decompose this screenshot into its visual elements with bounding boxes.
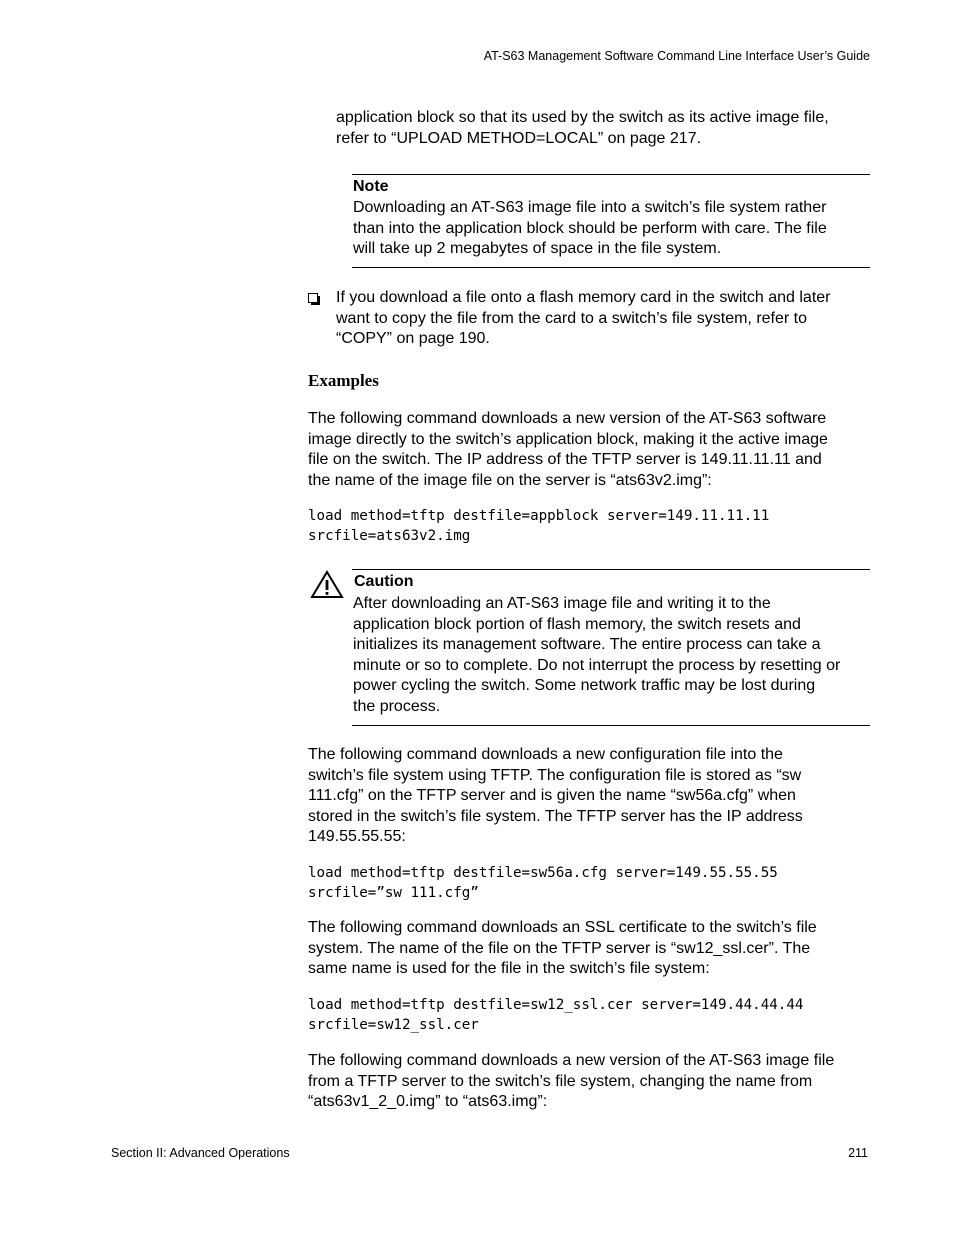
text-line: minute or so to complete. Do not interrupt the process by resetting or — [353, 656, 841, 674]
example1-command — [308, 507, 769, 546]
text-line: file on the switch. The IP address of the TFTP server is 149.11.11.11 and — [308, 451, 822, 468]
text-line: system. The name of the file on the TFTP server is “sw12_ssl.cer”. The — [308, 939, 811, 957]
note-bottom-rule — [352, 267, 870, 268]
text-line: will take up 2 megabytes of space in the file system. — [353, 240, 722, 257]
text-line: than into the application block should be perform with care. The file — [353, 219, 827, 237]
caution-bottom-rule — [352, 725, 870, 726]
text-line: same name is used for the file in the switch’s file system: — [308, 960, 710, 977]
example2-command — [308, 864, 778, 903]
caution-top-rule — [352, 569, 870, 570]
code-line: load method=tftp destfile=sw12_ssl.cer server=149.44.44.44 — [308, 997, 804, 1013]
note-top-rule — [352, 174, 870, 175]
running-header: AT-S63 Management Software Command Line Interface User’s Guide — [483, 49, 870, 63]
note-heading: Note — [353, 178, 389, 195]
text-line: application block so that its used by the switch as its active image file, — [336, 109, 829, 126]
example2-paragraph — [308, 745, 803, 848]
text-line: The following command downloads an SSL certificate to the switch’s file — [308, 919, 817, 936]
caution-body — [353, 594, 840, 717]
text-line: the process. — [353, 697, 441, 715]
example1-paragraph — [308, 409, 828, 491]
example3-command — [308, 996, 803, 1035]
code-line: srcfile=sw12_ssl.cer — [308, 1016, 479, 1033]
note-body — [353, 198, 827, 260]
text-line: After downloading an AT-S63 image file and writing it to the — [353, 595, 771, 612]
text-line: stored in the switch’s file system. The TFTP server has the IP address — [308, 807, 803, 825]
text-line: Downloading an AT-S63 image file into a switch’s file system rather — [353, 199, 827, 216]
code-line: load method=tftp destfile=appblock server=149.11.11.11 — [308, 508, 770, 524]
code-line: srcfile=”sw 111.cfg” — [308, 884, 479, 901]
text-line: “ats63v1_2_0.img” to “ats63.img”: — [308, 1093, 548, 1110]
text-line: The following command downloads a new version of the AT-S63 image file — [308, 1052, 835, 1069]
text-line: the name of the image file on the server is “ats63v2.img”: — [308, 471, 712, 489]
code-line: load method=tftp destfile=sw56a.cfg server=149.55.55.55 — [308, 865, 778, 881]
text-line: initializes its management software. The entire process can take a — [353, 636, 821, 653]
caution-heading: Caution — [354, 573, 414, 590]
text-line: If you download a file onto a flash memory card in the switch and later — [336, 289, 831, 306]
text-line: The following command downloads a new version of the AT-S63 software — [308, 410, 827, 427]
bullet-paragraph — [336, 288, 830, 350]
examples-heading: Examples — [308, 371, 379, 390]
text-line: from a TFTP server to the switch’s file system, changing the name from — [308, 1072, 813, 1090]
footer-section: Section II: Advanced Operations — [111, 1146, 290, 1160]
text-line: refer to “UPLOAD METHOD=LOCAL” on page 217. — [336, 129, 702, 147]
text-line: power cycling the switch. Some network traffic may be lost during — [353, 677, 816, 694]
intro-paragraph — [336, 108, 829, 149]
text-line: switch’s file system using TFTP. The configuration file is stored as “sw — [308, 766, 802, 784]
text-line: 111.cfg” on the TFTP server and is given the name “sw56a.cfg” when — [308, 787, 796, 804]
text-line: “COPY” on page 190. — [336, 330, 490, 347]
text-line: want to copy the file from the card to a switch’s file system, refer to — [336, 309, 808, 327]
footer-page-number: 211 — [848, 1146, 868, 1160]
checkbox-bullet-icon — [308, 293, 318, 303]
text-line: application block portion of flash memory, the switch resets and — [353, 615, 801, 633]
warning-triangle-icon — [310, 570, 344, 599]
code-line: srcfile=ats63v2.img — [308, 527, 471, 544]
text-line: image directly to the switch’s application block, making it the active image — [308, 430, 828, 448]
example4-paragraph — [308, 1051, 834, 1113]
text-line: The following command downloads a new configuration file into the — [308, 746, 783, 763]
text-line: 149.55.55.55: — [308, 828, 406, 845]
example3-paragraph — [308, 918, 817, 980]
